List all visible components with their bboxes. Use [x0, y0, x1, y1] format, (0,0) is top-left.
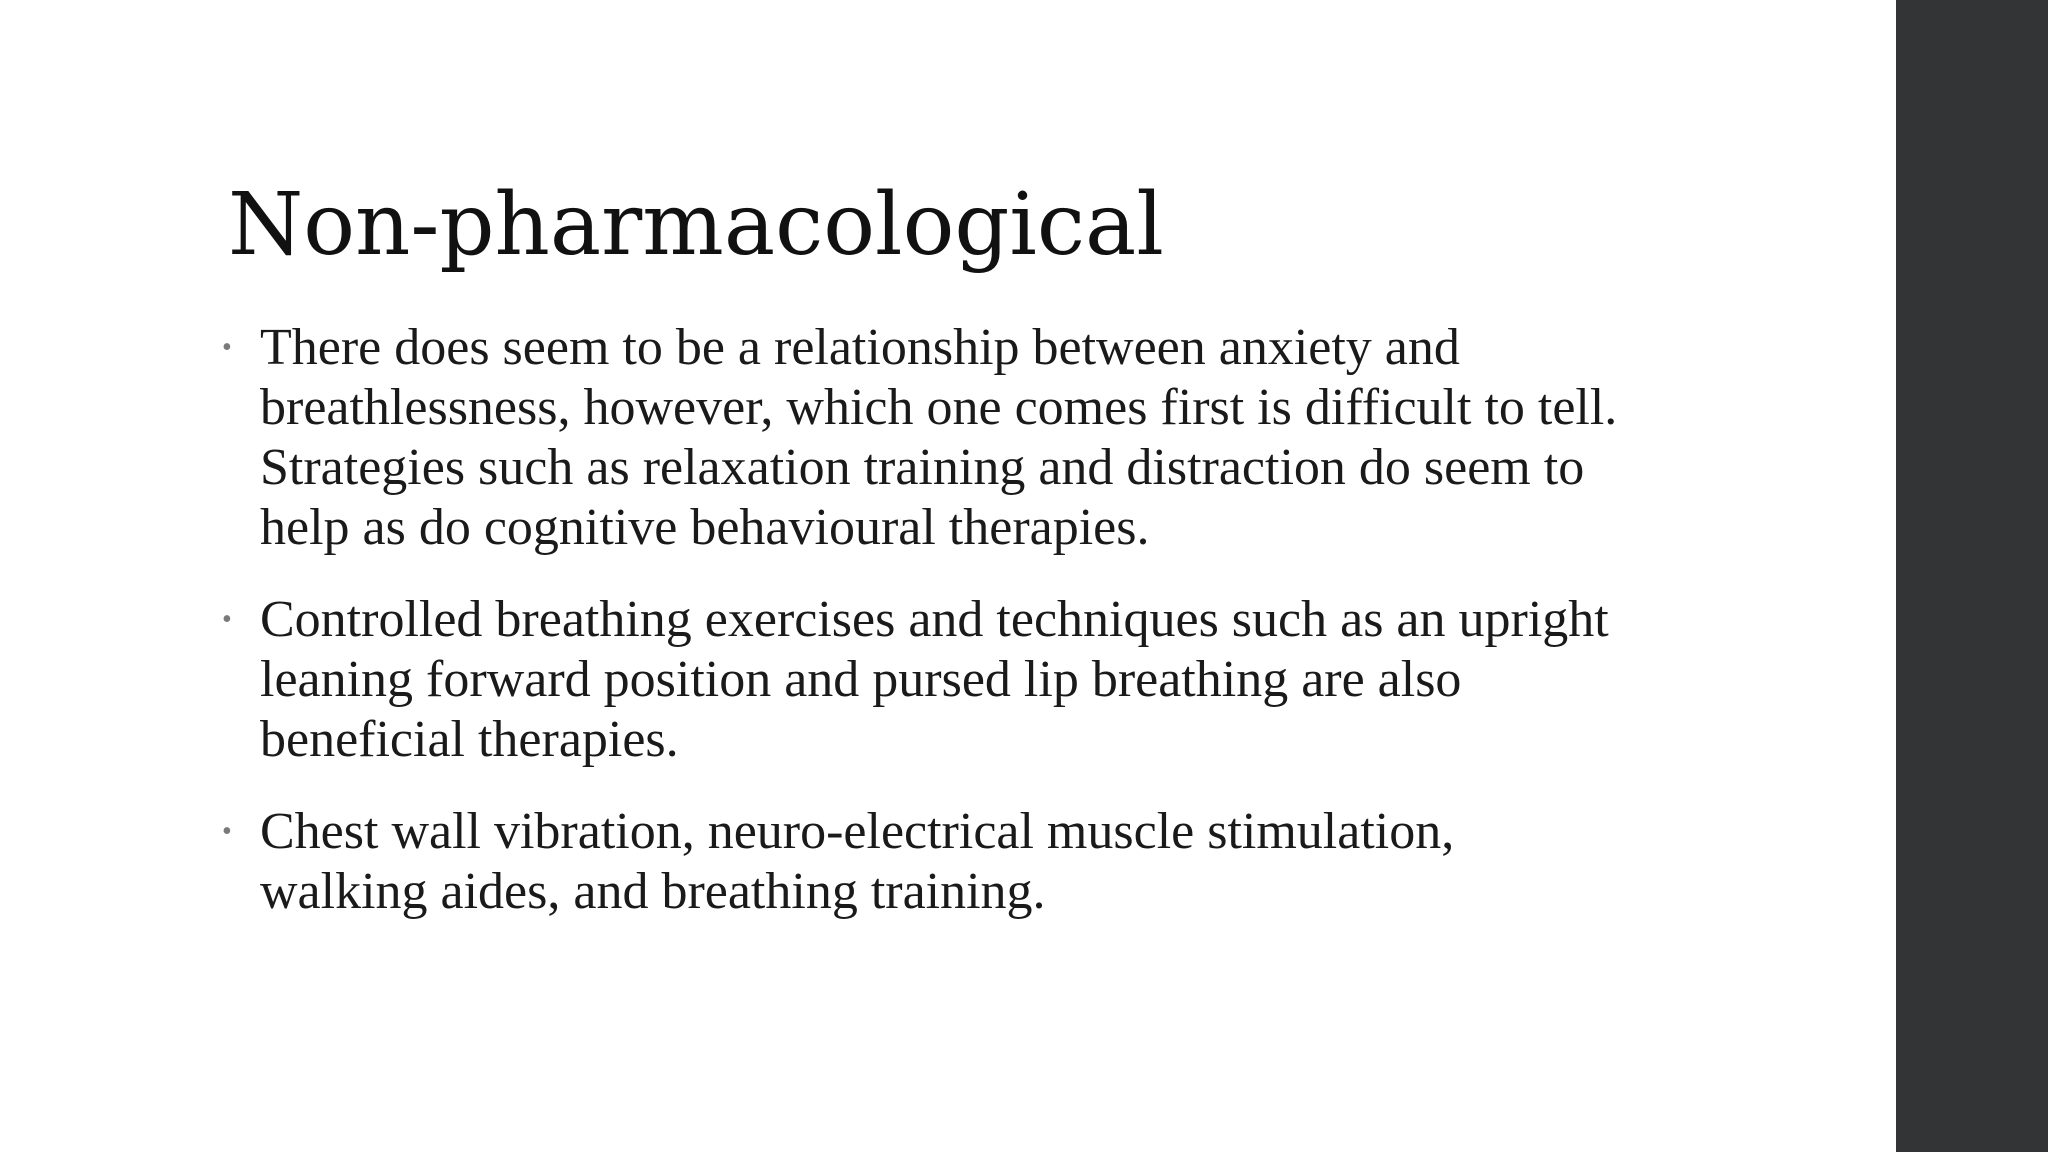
bullet-dot-icon: •: [222, 816, 232, 847]
side-accent-bar: [1896, 0, 2048, 1152]
bullet-text: Chest wall vibration, neuro-electrical muscle stimulation, walking aides, and breathing training.: [260, 803, 1455, 920]
slide-title: Non-pharmacological: [228, 175, 1164, 275]
bullet-text: Controlled breathing exercises and techniques such as an upright leaning forward position and pursed lip breathing are also beneficial therapies.: [260, 591, 1609, 768]
bullet-list: [220, 318, 1630, 954]
bullet-text: There does seem to be a relationship between anxiety and breathlessness, however, which one comes first is difficult to tell. Strategies such as relaxation training and distraction do seem to help as do cognitive behavioural therapies.: [260, 319, 1618, 556]
bullet-item: [220, 802, 1630, 922]
bullet-item: [220, 590, 1630, 770]
bullet-item: [220, 318, 1630, 558]
bullet-dot-icon: •: [222, 332, 232, 363]
bullet-dot-icon: •: [222, 604, 232, 635]
